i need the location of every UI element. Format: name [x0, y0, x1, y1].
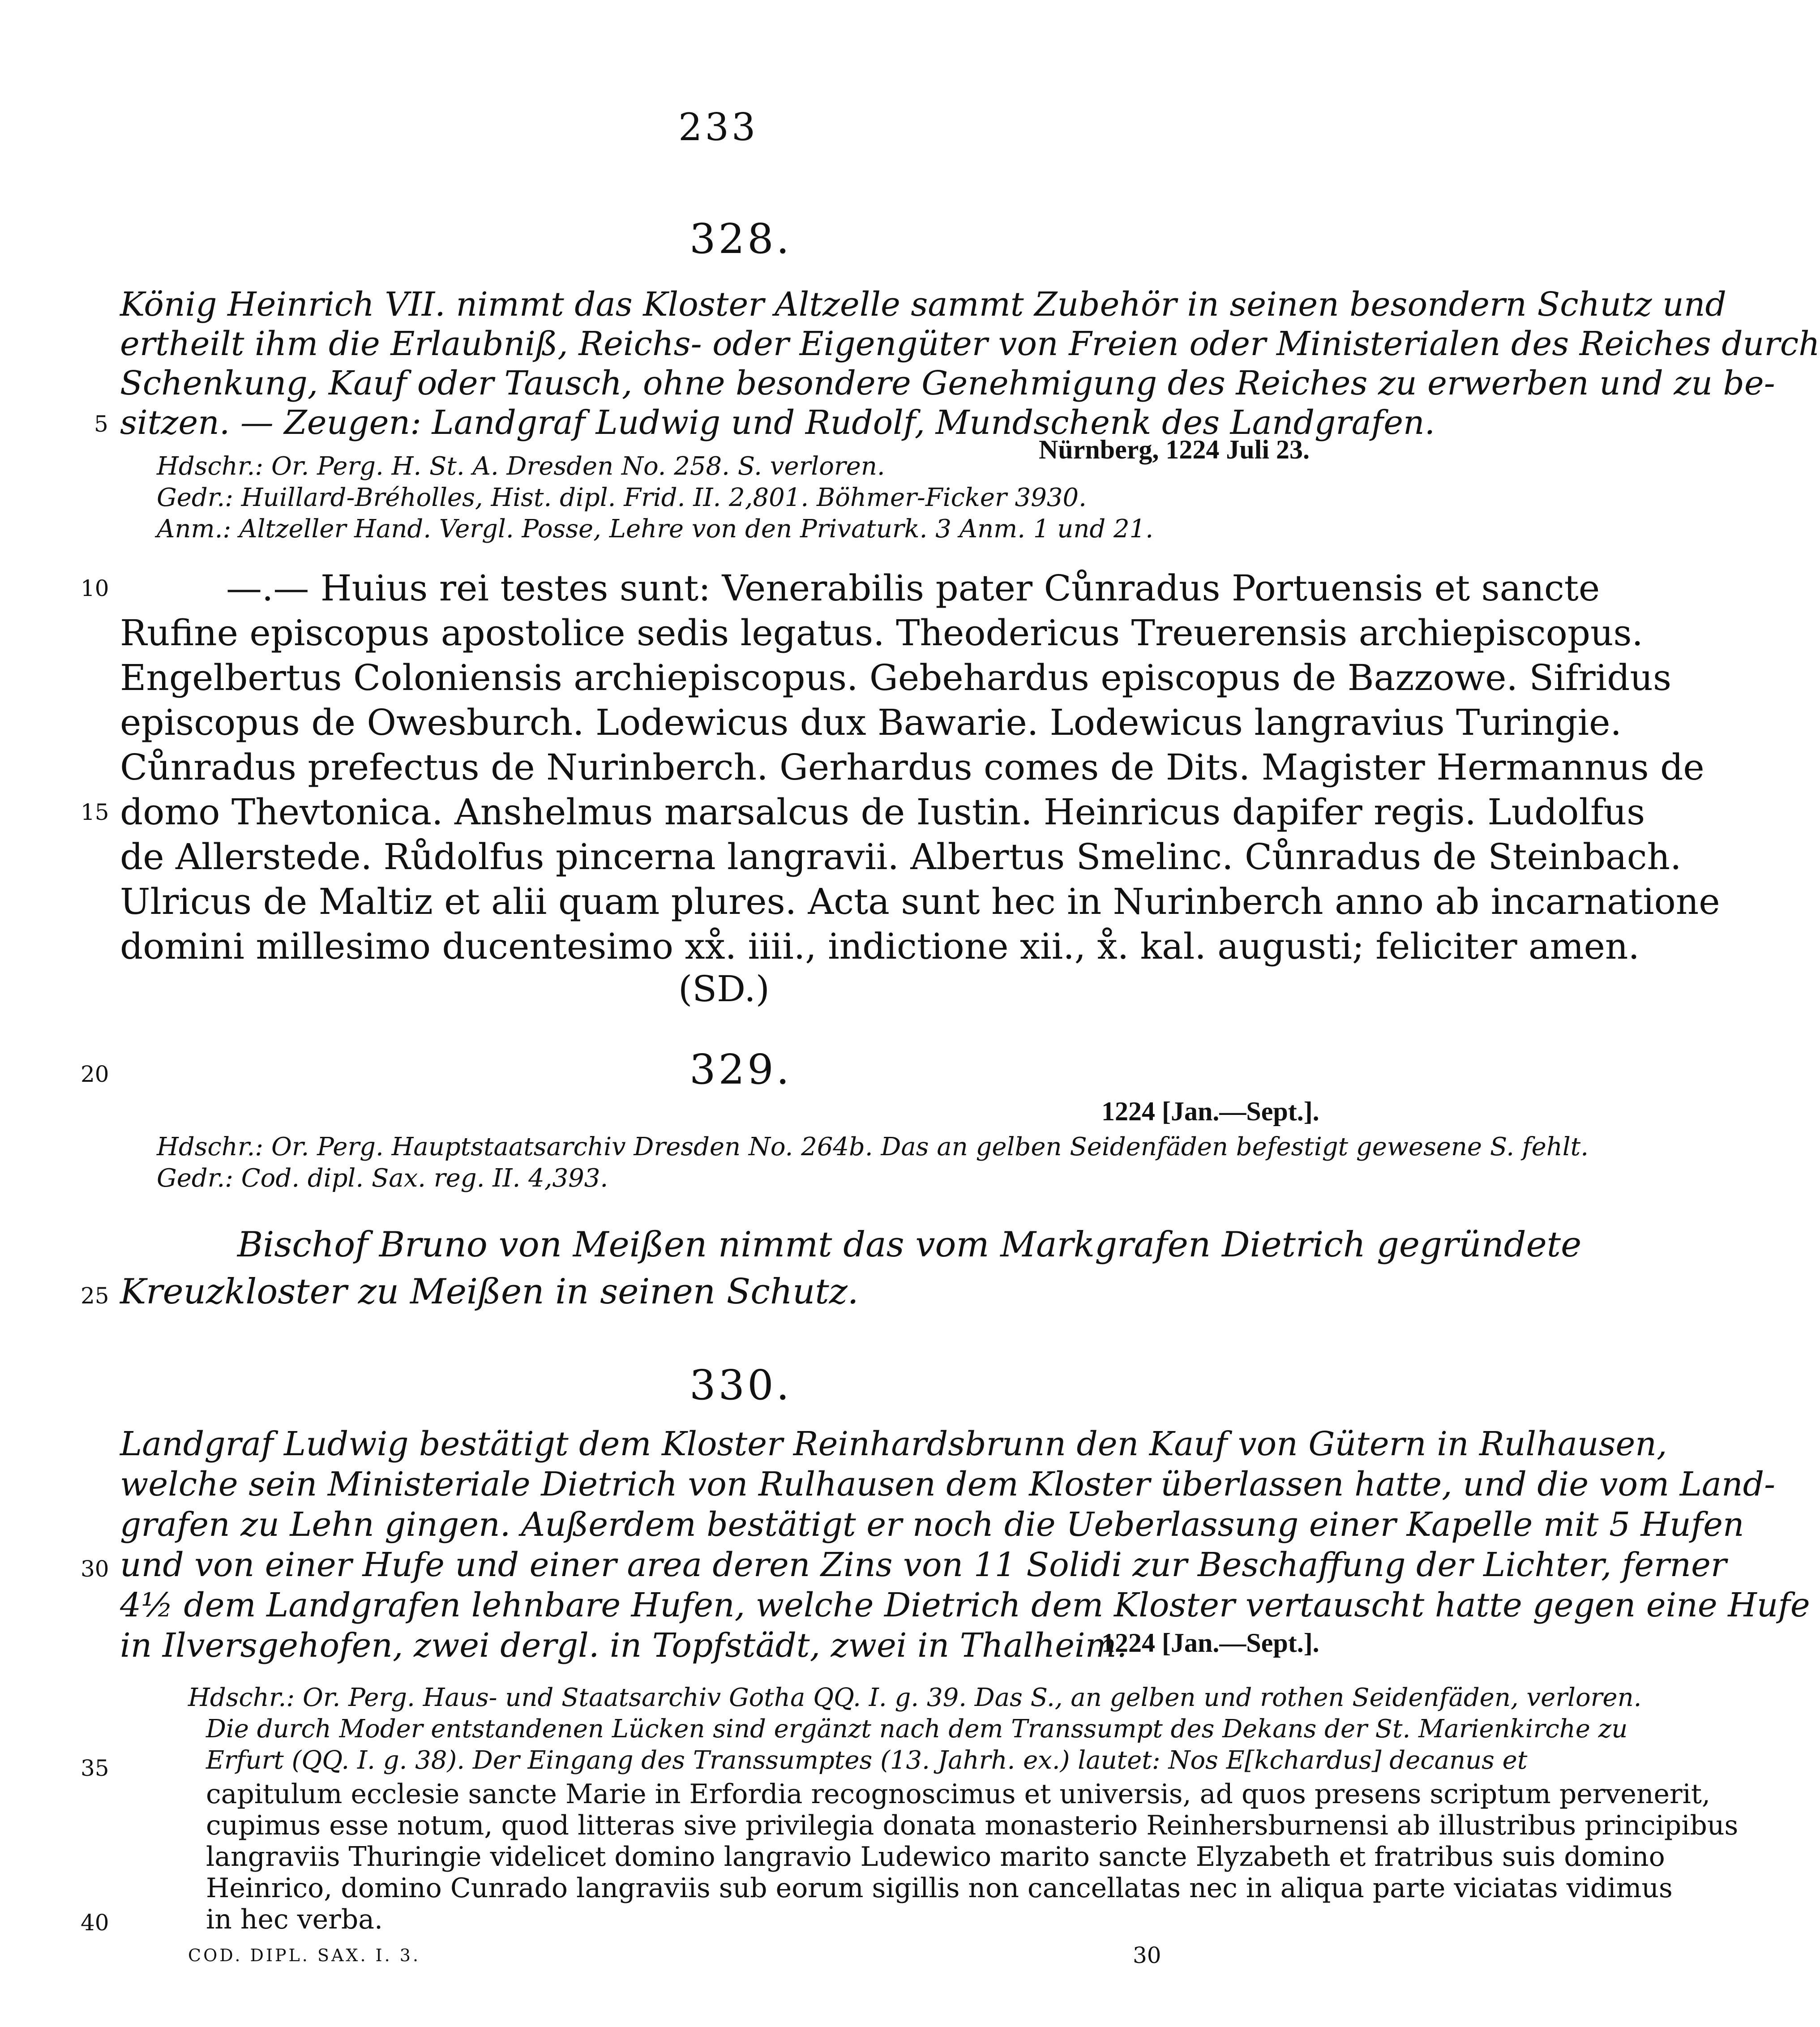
note-330-line-8: in hec verba. — [206, 1904, 383, 1935]
line-number-35: 35 — [81, 1755, 109, 1781]
document-number-329: 329. — [689, 1046, 792, 1093]
regest-330-line-2: welche sein Ministeriale Dietrich von Rulhausen dem Kloster überlassen hatte, und die vom Land- — [120, 1465, 1776, 1504]
note-330-line-2: Die durch Moder entstandenen Lücken sind ergänzt nach dem Transsumpt des Dekans der St. Marienkirche zu — [206, 1714, 1628, 1744]
text-328-line-4: episcopus de Owesburch. Lodewicus dux Bawarie. Lodewicus langravius Turingie. — [120, 702, 1622, 743]
note-328-anm: Anm.: Altzeller Hand. Vergl. Posse, Lehre von den Privaturk. 3 Anm. 1 und 21. — [157, 514, 1154, 544]
date-329: 1224 [Jan.—Sept.]. — [1101, 1097, 1319, 1126]
text-328-line-5: Cůnradus prefectus de Nurinberch. Gerhardus comes de Dits. Magister Hermannus de — [120, 746, 1704, 788]
note-330-line-1: Hdschr.: Or. Perg. Haus- und Staatsarchiv Gotha QQ. I. g. 39. Das S., an gelben und rothen Seidenfäden, verloren. — [188, 1683, 1642, 1712]
line-number-25: 25 — [81, 1283, 109, 1309]
regest-329-line-1: Bischof Bruno von Meißen nimmt das vom Markgrafen Dietrich gegründete — [237, 1225, 1582, 1265]
footer-sheet-number: 30 — [1133, 1942, 1161, 1968]
place-date-328: Nürnberg, 1224 Juli 23. — [1039, 435, 1310, 464]
regest-329-line-2: Kreuzkloster zu Meißen in seinen Schutz. — [120, 1272, 859, 1312]
note-329-hdschr: Hdschr.: Or. Perg. Hauptstaatsarchiv Dresden No. 264b. Das an gelben Seidenfäden befestigt gewesene S. fehlt. — [157, 1132, 1589, 1161]
note-330-line-4: capitulum ecclesie sancte Marie in Erfordia recognoscimus et universis, ad quos presens scriptum pervenerit, — [206, 1778, 1711, 1810]
note-328-hdschr: Hdschr.: Or. Perg. H. St. A. Dresden No. 258. S. verloren. — [157, 452, 885, 481]
line-number-20: 20 — [81, 1061, 109, 1087]
note-328-gedr: Gedr.: Huillard-Bréholles, Hist. dipl. Frid. II. 2,801. Böhmer-Ficker 3930. — [157, 483, 1087, 512]
regest-330-line-4: und von einer Hufe und einer area deren Zins von 11 Solidi zur Beschaffung der Lichter, ferner — [120, 1546, 1727, 1584]
line-number-5: 5 — [94, 411, 108, 437]
text-328-line-7: de Allerstede. Růdolfus pincerna langravii. Albertus Smelinc. Cůnradus de Steinbach. — [120, 836, 1682, 878]
text-328-line-1: —.— Huius rei testes sunt: Venerabilis pater Cůnradus Portuensis et sancte — [226, 567, 1600, 609]
regest-328-line-3: Schenkung, Kauf oder Tausch, ohne besondere Genehmigung des Reiches zu erwerben und zu be- — [120, 364, 1775, 403]
regest-328-line-4: sitzen. — Zeugen: Landgraf Ludwig und Rudolf, Mundschenk des Landgrafen. — [120, 403, 1435, 442]
line-number-15: 15 — [81, 799, 109, 825]
line-number-30: 30 — [81, 1556, 109, 1582]
note-330-line-3: Erfurt (QQ. I. g. 38). Der Eingang des Transsumptes (13. Jahrh. ex.) lautet: Nos E[kchardus] decanus et — [206, 1746, 1528, 1775]
note-329-gedr: Gedr.: Cod. dipl. Sax. reg. II. 4,393. — [157, 1164, 608, 1193]
regest-330-line-5: 4½ dem Landgrafen lehnbare Hufen, welche Dietrich dem Kloster vertauscht hatte gegen eine Hufe — [120, 1586, 1810, 1624]
text-328-line-6: domo Thevtonica. Anshelmus marsalcus de Iustin. Heinricus dapifer regis. Ludolfus — [120, 791, 1645, 833]
regest-328-line-1: König Heinrich VII. nimmt das Kloster Altzelle sammt Zubehör in seinen besondern Schutz und — [120, 285, 1726, 324]
page-number: 233 — [678, 105, 758, 149]
note-330-line-5: cupimus esse notum, quod litteras sive privilegia donata monasterio Reinhersburnensi ab illustribus principibus — [206, 1810, 1739, 1841]
text-328-line-8: Ulricus de Maltiz et alii quam plures. Acta sunt hec in Nurinberch anno ab incarnatione — [120, 881, 1720, 922]
document-number-330: 330. — [689, 1361, 792, 1409]
line-number-10: 10 — [81, 575, 109, 601]
note-330-line-7: Heinrico, domino Cunrado langraviis sub eorum sigillis non cancellatas nec in aliqua parte viciatas vidimus — [206, 1873, 1673, 1904]
regest-330-line-6: in Ilversgehofen, zwei dergl. in Topfstädt, zwei in Thalheim. — [120, 1626, 1127, 1665]
note-330-line-6: langraviis Thuringie videlicet domino langravio Ludewico marito sancte Elyzabeth et fratribus suis domino — [206, 1841, 1665, 1873]
regest-330-line-3: grafen zu Lehn gingen. Außerdem bestätigt er noch die Ueberlassung einer Kapelle mit 5 Hufen — [120, 1505, 1744, 1544]
seal-note-328: (SD.) — [678, 968, 770, 1010]
text-328-line-3: Engelbertus Coloniensis archiepiscopus. Gebehardus episcopus de Bazzowe. Sifridus — [120, 657, 1671, 699]
date-330: 1224 [Jan.—Sept.]. — [1101, 1628, 1319, 1658]
footer-signature: COD. DIPL. SAX. I. 3. — [188, 1946, 421, 1965]
regest-328-line-2: ertheilt ihm die Erlaubniß, Reichs- oder Eigengüter von Freien oder Ministerialen des Reiches durch — [120, 325, 1820, 363]
text-328-line-2: Rufine episcopus apostolice sedis legatus. Theodericus Treuerensis archiepiscopus. — [120, 612, 1643, 654]
regest-330-line-1: Landgraf Ludwig bestätigt dem Kloster Reinhardsbrunn den Kauf von Gütern in Rulhausen, — [120, 1425, 1667, 1463]
text-328-line-9: domini millesimo ducentesimo xx̊. iiii., indictione xii., x̊. kal. augusti; feliciter amen. — [120, 926, 1640, 967]
document-number-328: 328. — [689, 215, 792, 263]
line-number-40: 40 — [81, 1910, 109, 1936]
